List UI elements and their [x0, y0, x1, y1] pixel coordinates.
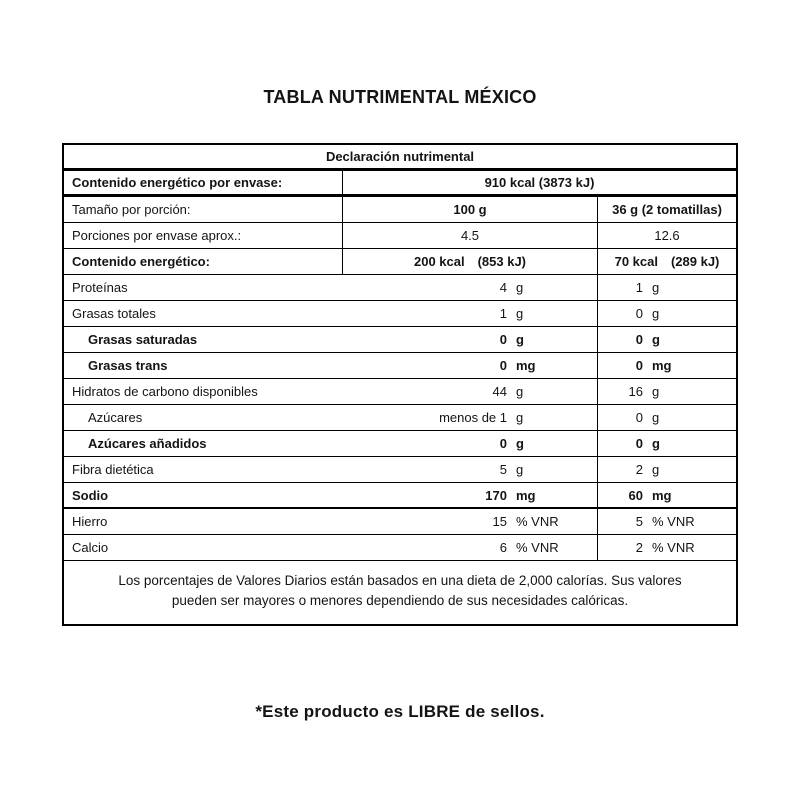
unit-per-portion: % VNR: [652, 540, 695, 555]
value-per-portion: 0: [597, 405, 643, 430]
value-per-100g: 170: [485, 487, 507, 503]
unit-per-100g: g: [516, 332, 524, 347]
unit-per-100g: g: [516, 280, 524, 295]
value-per-portion: 2: [597, 457, 643, 482]
value-per-100g: 5: [499, 462, 507, 477]
table-header-row: [64, 145, 736, 171]
unit-per-portion: % VNR: [652, 514, 695, 529]
unit-per-100g: g: [516, 436, 524, 451]
energy-per-serving-row: [64, 249, 736, 275]
nutrient-label: Proteínas: [72, 280, 128, 295]
unit-per-100g: mg: [516, 487, 536, 503]
table-row-sodio: [64, 483, 736, 509]
energy-per-serving-label: Contenido energético:: [72, 254, 210, 269]
unit-per-portion: mg: [652, 487, 672, 503]
value-per-portion: 60: [597, 483, 643, 507]
energy-per-portion: [597, 249, 736, 274]
nutrient-label: Calcio: [72, 540, 109, 555]
value-per-portion: 0: [597, 353, 643, 378]
value-per-portion: 1: [597, 275, 643, 300]
nutrient-label: Azúcares añadidos: [88, 436, 207, 451]
value-per-100g: 1: [499, 306, 507, 321]
unit-per-100g: g: [516, 384, 524, 399]
nutrient-label: Grasas saturadas: [88, 332, 198, 347]
servings-per-100g: 4.5: [342, 223, 597, 248]
unit-per-portion: mg: [652, 358, 672, 373]
nutrient-label: Grasas totales: [72, 306, 156, 321]
value-per-100g: menos de 1: [439, 410, 507, 425]
energy-kcal-100g: 200 kcal: [413, 254, 465, 269]
value-per-portion: 0: [597, 327, 643, 352]
table-row-calcio: [64, 535, 736, 561]
energy-kj-100g: (853 kJ): [477, 254, 527, 269]
unit-per-portion: g: [652, 410, 660, 425]
unit-per-portion: g: [652, 306, 660, 321]
value-per-100g: 15: [492, 514, 507, 529]
value-per-portion: 5: [597, 509, 643, 534]
table-row-proteinas: [64, 275, 736, 301]
unit-per-portion: g: [652, 332, 660, 347]
unit-per-portion: g: [652, 462, 660, 477]
serving-size-row: [64, 197, 736, 223]
value-per-100g: 0: [499, 358, 507, 373]
page-title: TABLA NUTRIMENTAL MÉXICO: [263, 87, 537, 107]
unit-per-100g: g: [516, 306, 524, 321]
nutrient-label: Hierro: [72, 514, 108, 529]
table-header-title: Declaración nutrimental: [325, 149, 475, 164]
nutrition-table: [62, 143, 738, 626]
seal-free-note: *Este producto es LIBRE de sellos.: [255, 701, 545, 721]
nutrient-label: Grasas trans: [88, 358, 168, 373]
nutrient-label: Hidratos de carbono disponibles: [72, 384, 258, 399]
value-per-portion: 2: [597, 535, 643, 560]
unit-per-portion: g: [652, 280, 660, 295]
value-per-100g: 0: [499, 332, 507, 347]
nutrient-label: Azúcares: [88, 410, 143, 425]
value-per-portion: 0: [597, 301, 643, 326]
nutrient-label: Fibra dietética: [72, 462, 154, 477]
unit-per-100g: g: [516, 462, 524, 477]
nutrient-label: Sodio: [72, 487, 109, 503]
servings-per-package-row: [64, 223, 736, 249]
table-row-hidratos: [64, 379, 736, 405]
serving-size-label: Tamaño por porción:: [72, 202, 191, 217]
table-row-azucares: [64, 405, 736, 431]
unit-per-100g: % VNR: [516, 514, 559, 529]
value-per-100g: 0: [499, 436, 507, 451]
unit-per-100g: g: [516, 410, 524, 425]
daily-values-footnote: Los porcentajes de Valores Diarios están basados en una dieta de 2,000 calorías. Sus valores pueden ser mayores o menores dependiendo de sus necesidades calóricas.: [118, 573, 682, 609]
table-row-fibra: [64, 457, 736, 483]
value-per-portion: 16: [597, 379, 643, 404]
table-row-grasas-saturadas: [64, 327, 736, 353]
energy-per-package-label: Contenido energético por envase:: [72, 175, 283, 190]
value-per-100g: 6: [499, 540, 507, 555]
table-row-grasas-totales: [64, 301, 736, 327]
energy-per-package-value: 910 kcal (3873 kJ): [342, 171, 736, 194]
unit-per-100g: % VNR: [516, 540, 559, 555]
servings-per-package-label: Porciones por envase aprox.:: [72, 228, 242, 243]
serving-size-per-100g: 100 g: [342, 197, 597, 222]
value-per-portion: 0: [597, 431, 643, 456]
energy-per-100g: [342, 249, 597, 274]
unit-per-portion: g: [652, 436, 660, 451]
energy-per-package-row: [64, 171, 736, 197]
serving-size-per-portion: 36 g (2 tomatillas): [597, 197, 736, 222]
table-row-azucares-anadidos: [64, 431, 736, 457]
energy-kj-portion: (289 kJ): [670, 254, 720, 269]
unit-per-portion: g: [652, 384, 660, 399]
energy-kcal-portion: 70 kcal: [614, 254, 658, 269]
servings-per-portion: 12.6: [597, 223, 736, 248]
unit-per-100g: mg: [516, 358, 536, 373]
table-row-hierro: [64, 509, 736, 535]
value-per-100g: 44: [492, 384, 507, 399]
table-row-grasas-trans: [64, 353, 736, 379]
value-per-100g: 4: [499, 280, 507, 295]
